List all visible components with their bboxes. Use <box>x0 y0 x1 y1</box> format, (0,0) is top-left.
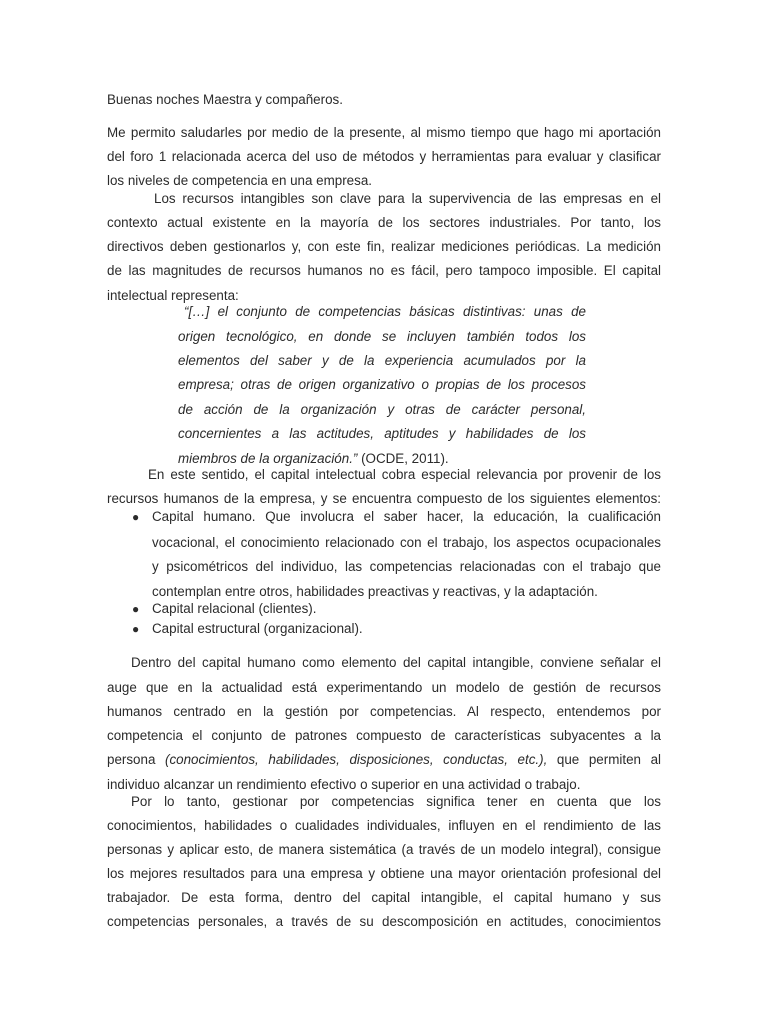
bullet-marker-2: ● <box>132 602 140 616</box>
para3-line-4: competencia el conjunto de patrones compuesto de características subyacentes a la <box>107 728 661 743</box>
quote-line-2: origen tecnológico, en donde se incluyen también todos los <box>178 329 586 344</box>
intro-line-1: Me permito saludarles por medio de la presente, al mismo tiempo que hago mi aportación <box>107 125 661 140</box>
quote-last-text: miembros de la organización.” <box>178 451 358 466</box>
quote-line-5: de acción de la organización y otras de carácter personal, <box>178 402 586 417</box>
para4-line-1: Por lo tanto, gestionar por competencias significa tener en cuenta que los <box>131 794 661 809</box>
para1-line-3: directivos deben gestionarlos y, con este fin, realizar mediciones periódicas. La medición <box>107 239 661 254</box>
bullet1-line-4: contemplan entre otros, habilidades preactivas y reactivas, y la adaptación. <box>152 584 598 599</box>
para3-line-5-end: que permiten al <box>547 752 661 767</box>
para2-line-1: En este sentido, el capital intelectual cobra especial relevancia por provenir de los <box>148 467 661 482</box>
para3-line-2: auge que en la actualidad está experimentando un modelo de gestión de recursos <box>107 680 661 695</box>
bullet2-text: Capital relacional (clientes). <box>152 601 317 616</box>
quote-line-3: elementos del saber y de la experiencia acumulados por la <box>178 353 586 368</box>
para4-line-4: los mejores resultados para una empresa y obtiene una mayor orientación profesional del <box>107 866 661 881</box>
para1-line-1: Los recursos intangibles son clave para la supervivencia de las empresas en el <box>154 191 661 206</box>
para3-line-5-italic: (conocimientos, habilidades, disposiciones, conductas, etc.), <box>165 752 548 767</box>
bullet1-line-1: Capital humano. Que involucra el saber hacer, la educación, la cualificación <box>152 509 661 524</box>
para1-line-2: contexto actual existente en la mayoría de los sectores industriales. Por tanto, los <box>107 215 661 230</box>
para1-line-5: intelectual representa: <box>107 288 239 303</box>
para3-line-3: humanos centrado en la gestión por competencias. Al respecto, entendemos por <box>107 704 661 719</box>
para4-line-3: personas y aplicar esto, de manera sistemática (a través de un modelo integral), consigue <box>107 842 661 857</box>
bullet3-text: Capital estructural (organizacional). <box>152 621 363 636</box>
quote-line-4: empresa; otras de origen organizativo o propias de los procesos <box>178 377 586 392</box>
quote-line-1: “[…] el conjunto de competencias básicas distintivas: unas de <box>184 304 586 319</box>
bullet1-line-2: vocacional, el conocimiento relacionado con el trabajo, los aspectos ocupacionales <box>152 535 661 550</box>
para2-line-2: recursos humanos de la empresa, y se encuentra compuesto de los siguientes elementos: <box>107 491 661 506</box>
para4-line-2: conocimientos, habilidades o cualidades individuales, influyen en el rendimiento de las <box>107 818 661 833</box>
para3-line-5 <box>107 752 661 768</box>
para3-line-5-start: persona <box>107 752 165 767</box>
intro-line-3: los niveles de competencia en una empresa. <box>107 173 372 188</box>
para1-line-4: de las magnitudes de recursos humanos no es fácil, pero tampoco imposible. El capital <box>107 263 661 278</box>
greeting: Buenas noches Maestra y compañeros. <box>107 92 343 107</box>
bullet-marker-1: ● <box>132 510 140 524</box>
bullet1-line-3: y psicométricos del individuo, las competencias relacionadas con el trabajo que <box>152 559 661 574</box>
para3-line-1: Dentro del capital humano como elemento del capital intangible, conviene señalar el <box>131 655 661 670</box>
para4-line-5: trabajador. De esta forma, dentro del capital intangible, el capital humano y sus <box>107 890 661 905</box>
intro-line-2: del foro 1 relacionada acerca del uso de métodos y herramientas para evaluar y clasificar <box>107 149 661 164</box>
quote-line-7 <box>178 451 586 467</box>
para4-line-6: competencias personales, a través de su descomposición en actitudes, conocimientos <box>107 914 661 929</box>
para3-line-6: individuo alcanzar un rendimiento efectivo o superior en una actividad o trabajo. <box>107 777 581 792</box>
quote-citation: (OCDE, 2011). <box>357 451 449 466</box>
bullet-marker-3: ● <box>132 622 140 636</box>
quote-line-6: concernientes a las actitudes, aptitudes y habilidades de los <box>178 426 586 441</box>
